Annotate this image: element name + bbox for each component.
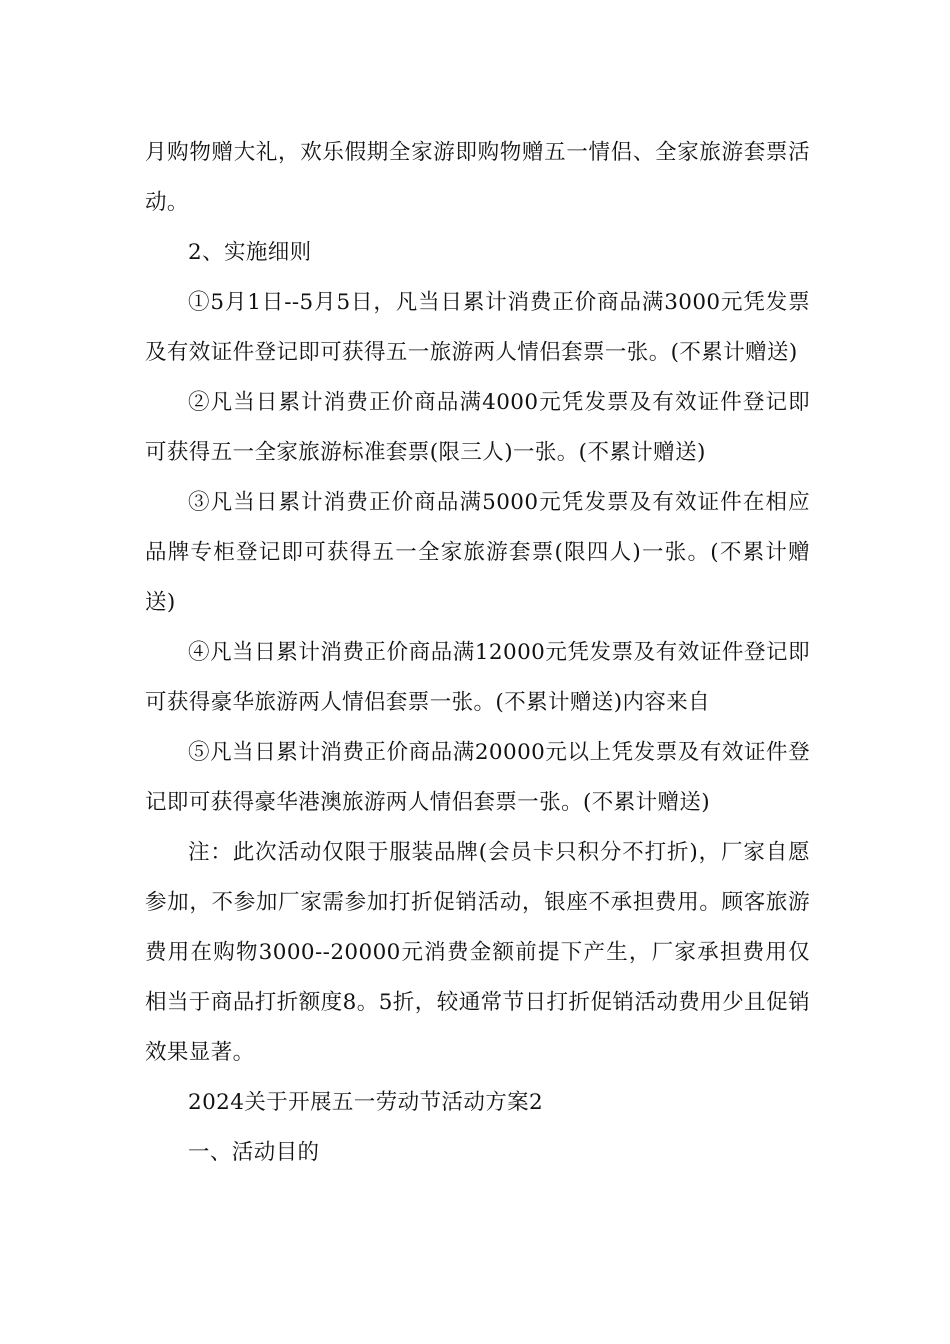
plan-title-2: 2024关于开展五一劳动节活动方案2 xyxy=(188,1090,544,1115)
note-paragraph: 注：此次活动仅限于服装品牌(会员卡只积分不打折)，厂家自愿参加，不参加厂家需参加打折促销活动，银座不承担费用。顾客旅游费用在购物3000--20000元消费金额前提下产生，厂家承担费用仅相当于商品打折额度8。5折，较通常节日打折促销活动费用少且促销效果显著。 xyxy=(145,840,810,1065)
rule-item-3: ③凡当日累计消费正价商品满5000元凭发票及有效证件在相应品牌专柜登记即可获得五一全家旅游套票(限四人)一张。(不累计赠送) xyxy=(145,490,810,615)
rule-item-4: ④凡当日累计消费正价商品满12000元凭发票及有效证件登记即可获得豪华旅游两人情侣套票一张。(不累计赠送)内容来自 xyxy=(145,640,810,715)
rule-item-5: ⑤凡当日累计消费正价商品满20000元以上凭发票及有效证件登记即可获得豪华港澳旅游两人情侣套票一张。(不累计赠送) xyxy=(145,740,810,815)
section-heading-activity-purpose: 一、活动目的 xyxy=(188,1140,320,1165)
rule-item-2: ②凡当日累计消费正价商品满4000元凭发票及有效证件登记即可获得五一全家旅游标准套票(限三人)一张。(不累计赠送) xyxy=(145,390,810,465)
document-body xyxy=(145,128,810,1178)
section-heading-implementation-details: 2、实施细则 xyxy=(188,240,312,265)
paragraph-intro-continuation: 月购物赠大礼，欢乐假期全家游即购物赠五一情侣、全家旅游套票活动。 xyxy=(145,140,810,215)
rule-item-1: ①5月1日--5月5日，凡当日累计消费正价商品满3000元凭发票及有效证件登记即可获得五一旅游两人情侣套票一张。(不累计赠送) xyxy=(145,290,810,365)
